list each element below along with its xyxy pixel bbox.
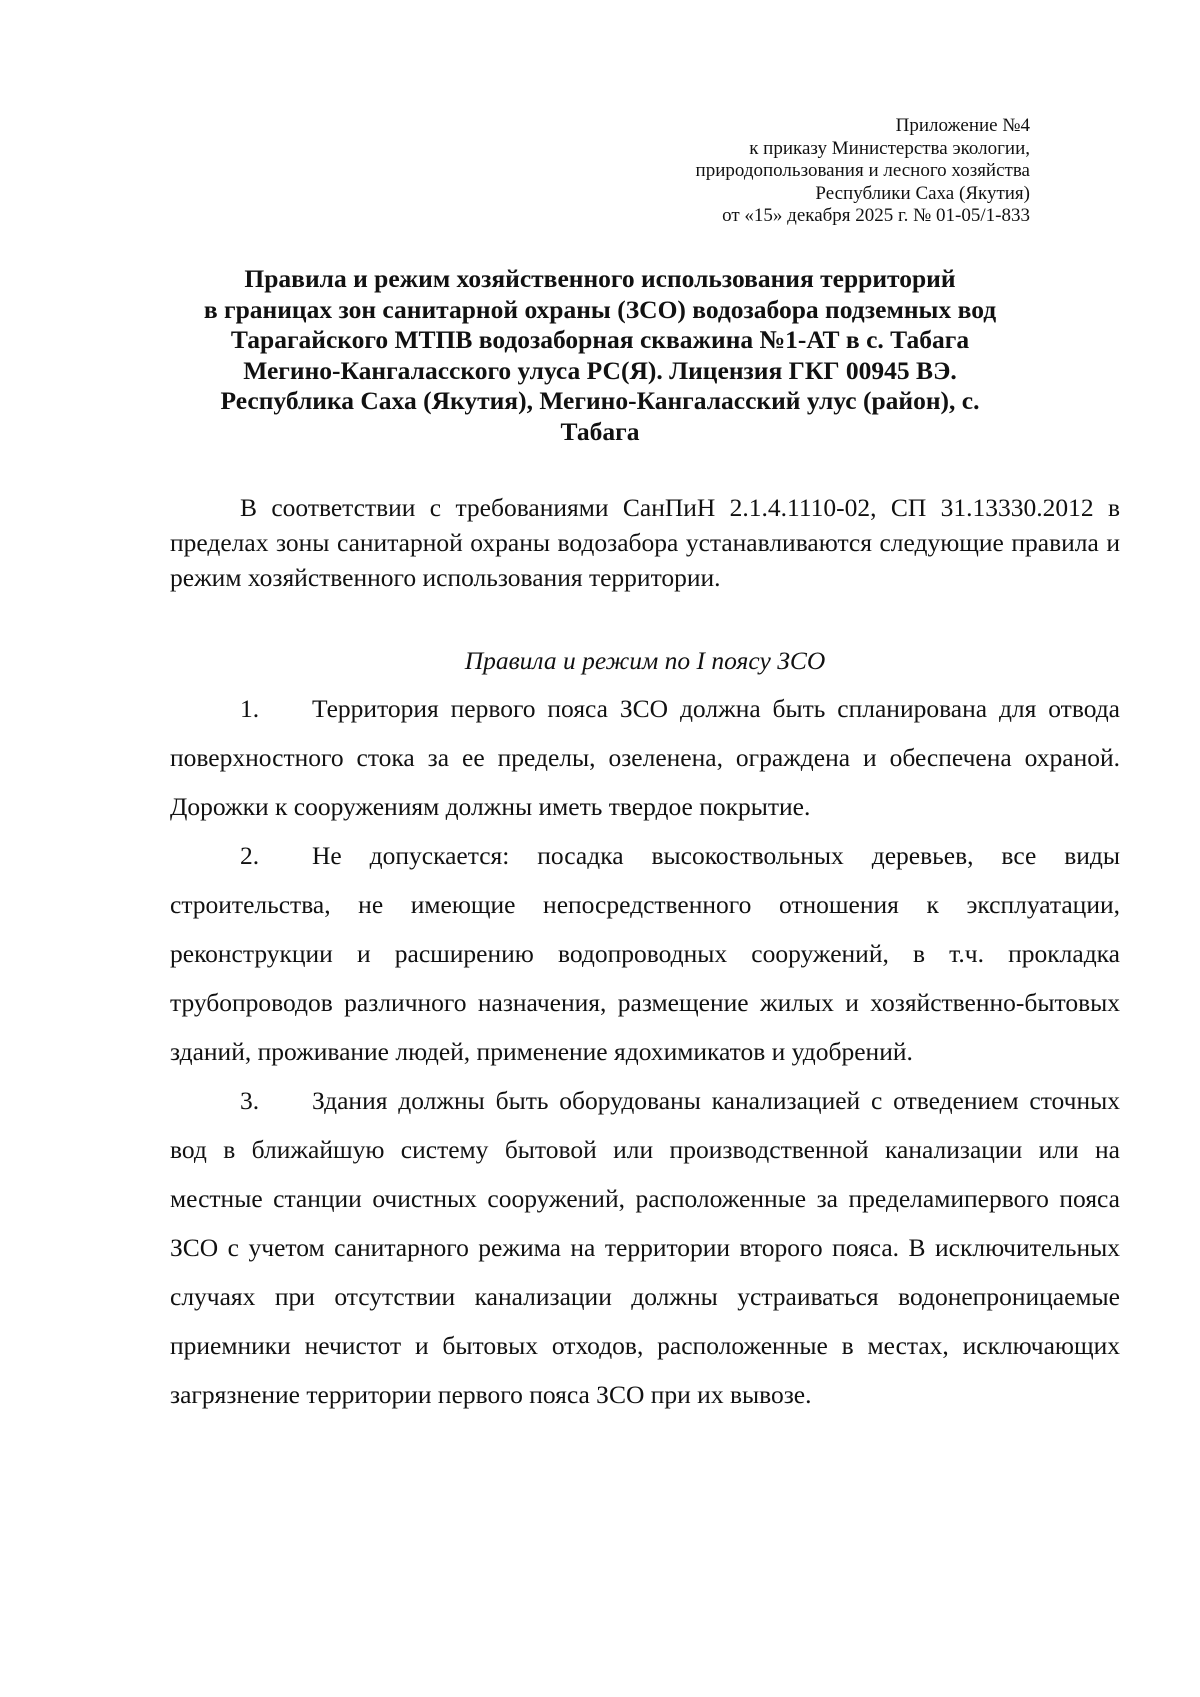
appendix-line: к приказу Министерства экологии, — [749, 137, 1030, 159]
title-line: в границах зон санитарной охраны (ЗСО) водозабора подземных вод — [203, 294, 997, 324]
appendix-line: Республики Саха (Якутия) — [815, 182, 1030, 204]
title-line: Табага — [560, 416, 640, 446]
rule-number: 2. — [240, 841, 260, 870]
title-line: Мегино-Кангаласского улуса РС(Я). Лицензия ГКГ 00945 ВЭ. — [243, 355, 957, 385]
rule-number: 1. — [240, 694, 260, 723]
title-line: Правила и режим хозяйственного использования территорий — [244, 264, 956, 293]
rule-item — [170, 1076, 1120, 1419]
rule-item — [170, 684, 1120, 831]
rule-text: Здания должны быть оборудованы канализацией с отведением сточных вод в ближайшую систему бытовой или производственной канализации или на местные станции очистных сооружений, расположенные за пределамипервого пояса ЗСО с учетом санитарного режима на территории второго пояса. В исключительных случаях при отсутствии канализации должны устраиваться водонепроницаемые приемники нечистот и бытовых отходов, расположенные в местах, исключающих загрязнение территории первого пояса ЗСО при их вывозе. — [170, 1086, 1120, 1409]
rule-text: Не допускается: посадка высокоствольных деревьев, все виды строительства, не имеющие непосредственного отношения к эксплуатации, реконструкции и расширению водопроводных сооружений, в т.ч. прокладка трубопроводов различного назначения, размещение жилых и хозяйственно-бытовых зданий, проживание людей, применение ядохимикатов и удобрений. — [170, 841, 1120, 1066]
appendix-line: Приложение №4 — [895, 115, 1030, 136]
rule-text: Территория первого пояса ЗСО должна быть спланирована для отвода поверхностного стока за ее пределы, озеленена, ограждена и обеспечена охраной. Дорожки к сооружениям должны иметь твердое покрытие. — [170, 694, 1120, 821]
document-title — [160, 264, 1040, 447]
title-line: Республика Саха (Якутия), Мегино-Кангаласский улус (район), с. — [220, 386, 980, 415]
rule-item — [170, 831, 1120, 1076]
section-heading: Правила и режим по I поясу ЗСО — [464, 646, 826, 675]
rule-number: 3. — [240, 1086, 260, 1115]
title-line: Тарагайского МТПВ водозаборная скважина №1-АТ в с. Табага — [230, 325, 970, 354]
appendix-line: природопользования и лесного хозяйства — [695, 160, 1030, 181]
rules-list — [170, 684, 1120, 1419]
intro-paragraph: В соответствии с требованиями СанПиН 2.1.4.1110-02, СП 31.13330.2012 в пределах зоны санитарной охраны водозабора устанавливаются следующие правила и режим хозяйственного использования территории. — [170, 493, 1120, 592]
appendix-header — [410, 115, 1030, 228]
appendix-line: от «15» декабря 2025 г. № 01-05/1-833 — [722, 205, 1030, 226]
